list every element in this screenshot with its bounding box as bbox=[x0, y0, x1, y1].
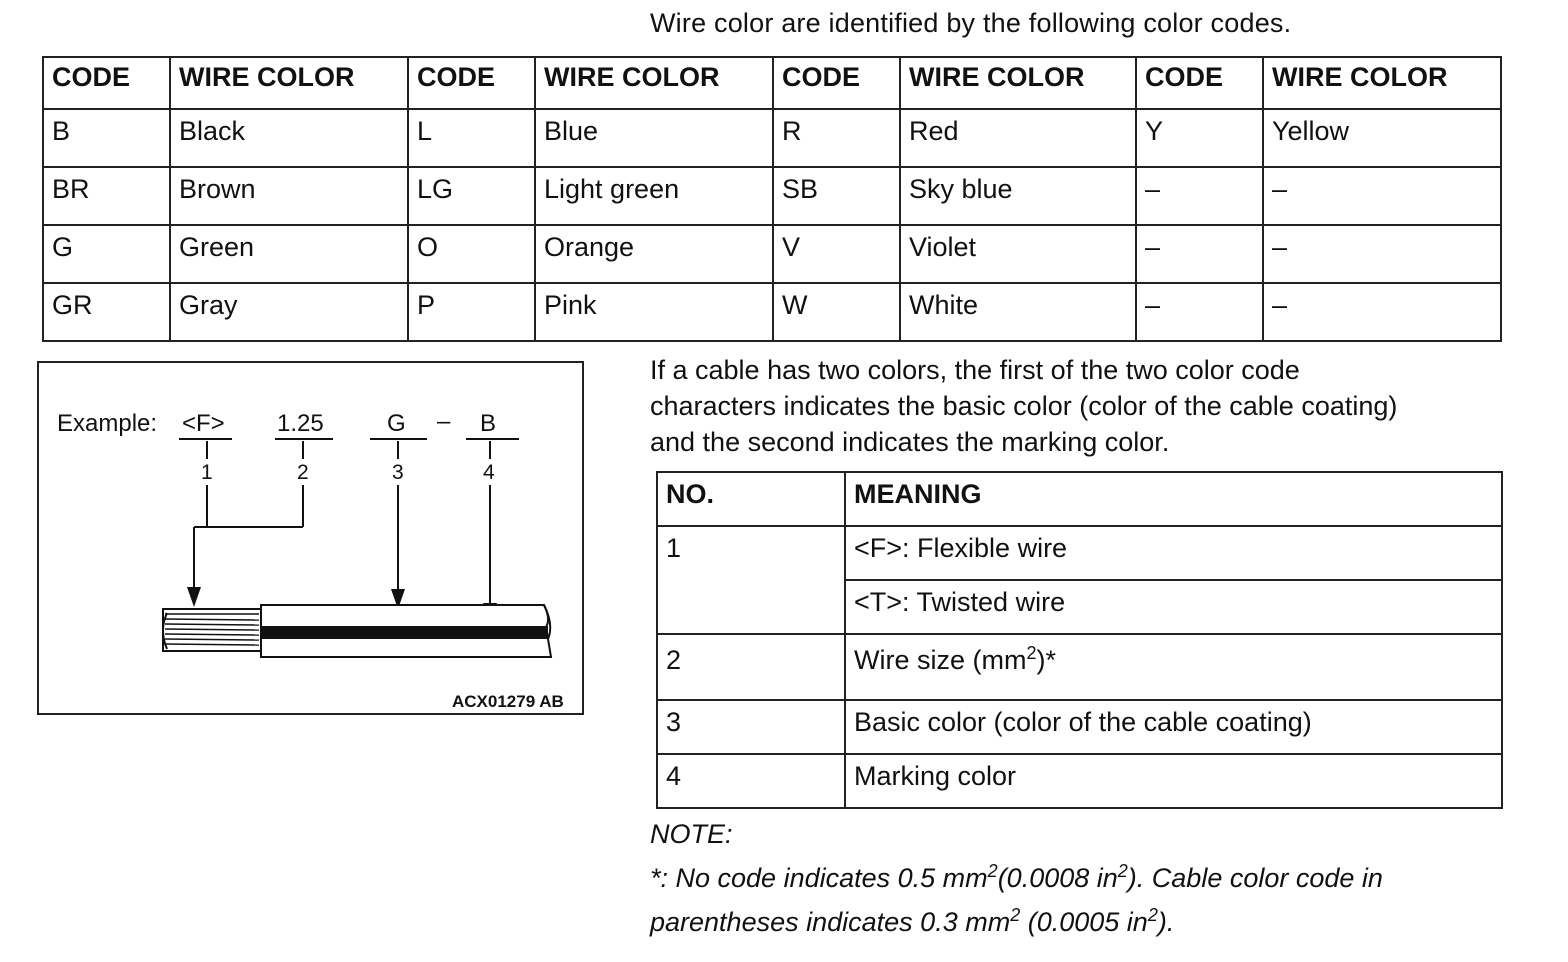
part-marking-color: B bbox=[480, 410, 497, 437]
meaning-cell: <T>: Twisted wire bbox=[845, 580, 1502, 634]
meaning-text: Wire size (mm bbox=[854, 645, 1027, 675]
color-cell: Pink bbox=[535, 283, 773, 341]
no-cell: 2 bbox=[657, 634, 845, 700]
table-row bbox=[43, 109, 1501, 167]
superscript: 2 bbox=[1010, 905, 1021, 925]
color-cell: Blue bbox=[535, 109, 773, 167]
header-code: CODE bbox=[773, 57, 900, 109]
color-cell: Orange bbox=[535, 225, 773, 283]
no-cell: 4 bbox=[657, 754, 845, 808]
note-text: ). bbox=[1157, 907, 1175, 937]
example-label: Example: bbox=[57, 410, 158, 437]
code-cell: – bbox=[1136, 167, 1263, 225]
color-cell: White bbox=[900, 283, 1136, 341]
paragraph-line: and the second indicates the marking color. bbox=[650, 427, 1170, 457]
note-heading: NOTE: bbox=[650, 819, 733, 849]
callout-number-4: 4 bbox=[483, 461, 495, 484]
meaning-table bbox=[656, 471, 1503, 809]
meaning-cell bbox=[845, 634, 1502, 700]
header-wire-color: WIRE COLOR bbox=[170, 57, 408, 109]
meaning-table-header-row bbox=[657, 472, 1502, 526]
note-text: (0.0005 in bbox=[1020, 907, 1148, 937]
header-wire-color: WIRE COLOR bbox=[900, 57, 1136, 109]
color-cell: – bbox=[1263, 283, 1501, 341]
code-cell: O bbox=[408, 225, 535, 283]
color-cell: Yellow bbox=[1263, 109, 1501, 167]
wire-diagram-svg bbox=[39, 363, 582, 713]
cable-illustration bbox=[163, 605, 551, 657]
header-code: CODE bbox=[408, 57, 535, 109]
color-table-header-row bbox=[43, 57, 1501, 109]
superscript: 2 bbox=[1117, 861, 1128, 881]
part-size: 1.25 bbox=[277, 410, 324, 437]
color-cell: Red bbox=[900, 109, 1136, 167]
superscript: 2 bbox=[1147, 905, 1158, 925]
no-cell: 1 bbox=[657, 526, 845, 634]
note-text: ). Cable color code in bbox=[1127, 863, 1383, 893]
code-cell: L bbox=[408, 109, 535, 167]
part-basic-color: G bbox=[387, 410, 406, 437]
color-cell: Green bbox=[170, 225, 408, 283]
part-separator: – bbox=[437, 408, 451, 435]
code-cell: LG bbox=[408, 167, 535, 225]
part-flex-code: <F> bbox=[182, 410, 225, 437]
note-section bbox=[650, 812, 1550, 944]
table-row bbox=[43, 225, 1501, 283]
color-cell: – bbox=[1263, 225, 1501, 283]
callout-number-3: 3 bbox=[392, 461, 404, 484]
intro-text: Wire color are identified by the following color codes. bbox=[650, 8, 1292, 38]
table-row bbox=[657, 526, 1502, 580]
color-cell: Black bbox=[170, 109, 408, 167]
color-cell: Brown bbox=[170, 167, 408, 225]
header-wire-color: WIRE COLOR bbox=[535, 57, 773, 109]
code-cell: G bbox=[43, 225, 170, 283]
table-row bbox=[657, 754, 1502, 808]
wire-example-diagram bbox=[37, 361, 584, 715]
code-cell: V bbox=[773, 225, 900, 283]
code-cell: P bbox=[408, 283, 535, 341]
header-meaning: MEANING bbox=[845, 472, 1502, 526]
code-cell: – bbox=[1136, 225, 1263, 283]
callout-number-2: 2 bbox=[297, 461, 309, 484]
note-line-2 bbox=[650, 900, 1550, 944]
table-row bbox=[657, 634, 1502, 700]
callout-number-1: 1 bbox=[201, 461, 213, 484]
color-cell: Violet bbox=[900, 225, 1136, 283]
code-cell: R bbox=[773, 109, 900, 167]
color-cell: Light green bbox=[535, 167, 773, 225]
note-text: (0.0008 in bbox=[997, 863, 1118, 893]
no-cell: 3 bbox=[657, 700, 845, 754]
color-cell: – bbox=[1263, 167, 1501, 225]
header-code: CODE bbox=[1136, 57, 1263, 109]
meaning-suffix: )* bbox=[1036, 645, 1056, 675]
meaning-cell: Basic color (color of the cable coating) bbox=[845, 700, 1502, 754]
code-cell: – bbox=[1136, 283, 1263, 341]
code-cell: SB bbox=[773, 167, 900, 225]
header-wire-color: WIRE COLOR bbox=[1263, 57, 1501, 109]
meaning-cell: <F>: Flexible wire bbox=[845, 526, 1502, 580]
code-cell: B bbox=[43, 109, 170, 167]
table-row bbox=[43, 167, 1501, 225]
code-cell: BR bbox=[43, 167, 170, 225]
code-cell: GR bbox=[43, 283, 170, 341]
paragraph-line: characters indicates the basic color (color of the cable coating) bbox=[650, 391, 1398, 421]
note-text: parentheses indicates 0.3 mm bbox=[650, 907, 1011, 937]
figure-id: ACX01279 AB bbox=[452, 692, 564, 711]
meaning-cell: Marking color bbox=[845, 754, 1502, 808]
superscript: 2 bbox=[987, 861, 998, 881]
two-color-paragraph bbox=[650, 352, 1530, 460]
superscript: 2 bbox=[1026, 643, 1037, 663]
header-no: NO. bbox=[657, 472, 845, 526]
note-text: *: No code indicates 0.5 mm bbox=[650, 863, 988, 893]
table-row bbox=[43, 283, 1501, 341]
leader-lines bbox=[194, 441, 490, 607]
code-cell: W bbox=[773, 283, 900, 341]
paragraph-line: If a cable has two colors, the first of the two color code bbox=[650, 355, 1300, 385]
note-line-1 bbox=[650, 856, 1550, 900]
header-code: CODE bbox=[43, 57, 170, 109]
table-row bbox=[657, 700, 1502, 754]
code-cell: Y bbox=[1136, 109, 1263, 167]
wire-color-table bbox=[42, 56, 1502, 342]
color-cell: Sky blue bbox=[900, 167, 1136, 225]
color-cell: Gray bbox=[170, 283, 408, 341]
